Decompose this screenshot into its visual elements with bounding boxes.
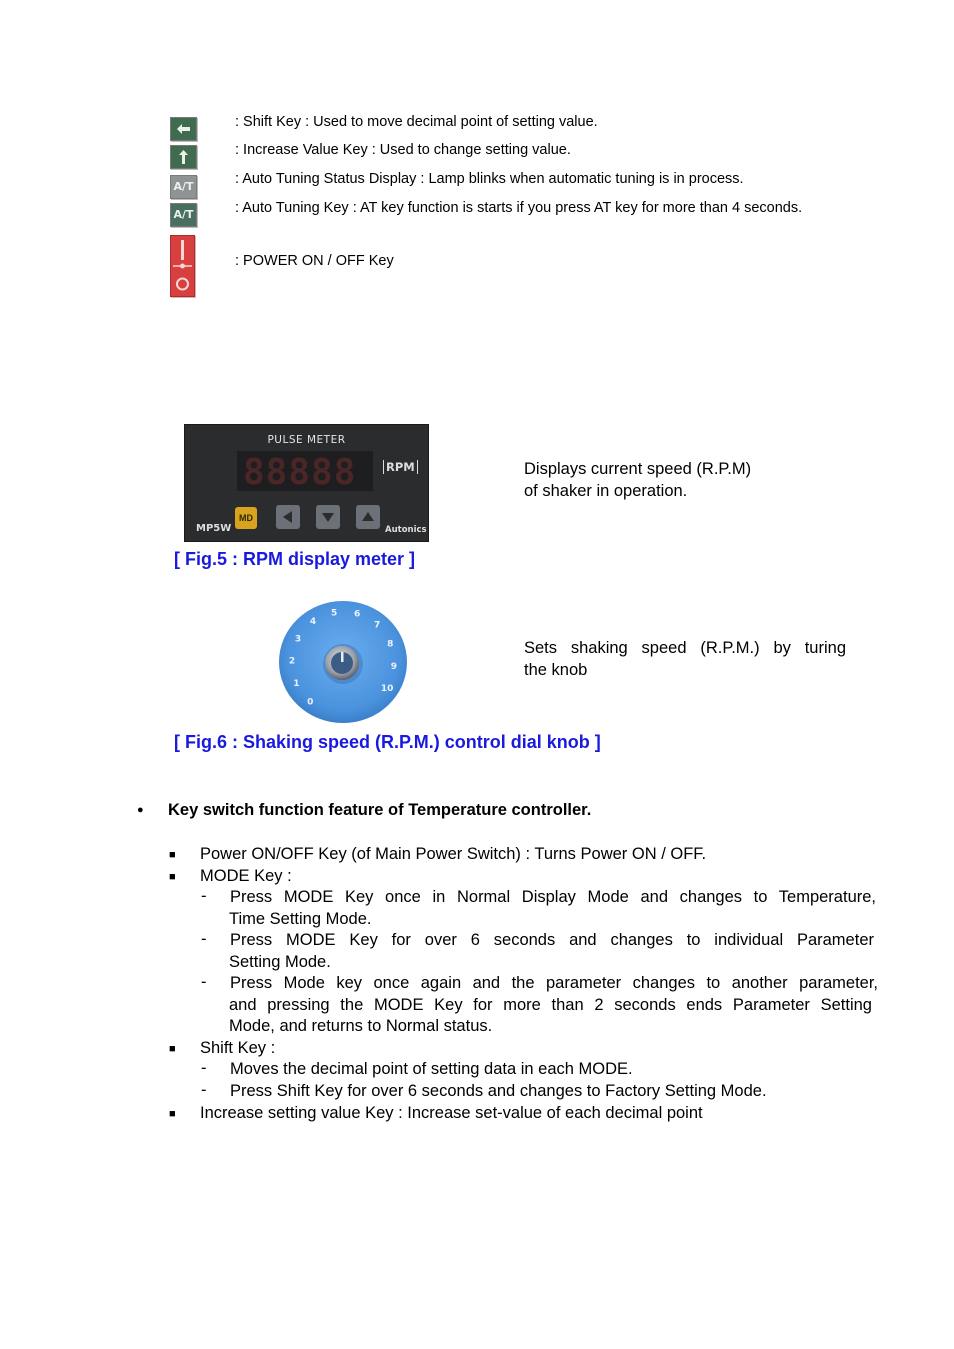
dial-tick-label: 2	[288, 656, 296, 667]
dash-bullet: -	[201, 1059, 207, 1077]
meter-title: PULSE METER	[267, 434, 346, 446]
fig5-caption: [ Fig.5 : RPM display meter ]	[174, 549, 416, 569]
increase-key-description: : Increase Value Key : Used to change setting value.	[235, 142, 571, 158]
triangle-up-icon	[356, 505, 380, 529]
shift-key-description: : Shift Key : Used to move decimal point of setting value.	[235, 114, 598, 130]
mode-item-1-line2: Time Setting Mode.	[229, 910, 372, 928]
shift-key-icon	[170, 117, 197, 141]
section-heading: Key switch function feature of Temperature controller.	[168, 801, 592, 819]
mode-item-3-line2: and pressing the MODE Key for more than 2 seconds ends Parameter Setting	[229, 996, 872, 1014]
dial-tick-label: 8	[387, 639, 394, 650]
speed-dial-knob	[278, 600, 408, 724]
shift-key-item: Shift Key :	[200, 1039, 276, 1057]
meter-up-button	[356, 505, 380, 529]
dial-tick-label: 4	[309, 617, 317, 628]
shift-item-2: Press Shift Key for over 6 seconds and changes to Factory Setting Mode.	[230, 1082, 767, 1100]
shift-item-1: Moves the decimal point of setting data in each MODE.	[230, 1060, 633, 1078]
mode-item-3-line1: Press Mode key once again and the parameter changes to another parameter,	[230, 974, 878, 992]
square-bullet: ■	[169, 1043, 176, 1055]
power-key-item: Power ON/OFF Key (of Main Power Switch) : Turns Power ON / OFF.	[200, 845, 707, 863]
dial-tick-label: 0	[307, 697, 314, 708]
meter-model-label: MP5W	[196, 523, 232, 534]
dash-bullet: -	[201, 973, 207, 991]
triangle-down-icon	[316, 505, 340, 529]
meter-brand-label: Autonics	[385, 525, 427, 535]
increase-key-item: Increase setting value Key : Increase set-value of each decimal point	[200, 1104, 703, 1122]
rpm-display-meter	[184, 424, 429, 542]
square-bullet: ■	[169, 871, 176, 883]
at-status-description: : Auto Tuning Status Display : Lamp blinks when automatic tuning is in process.	[235, 171, 744, 187]
mode-item-1-line1: Press MODE Key once in Normal Display Mode and changes to Temperature,	[230, 888, 876, 906]
at-lamp-icon: A/T	[170, 175, 197, 199]
at-key-icon: A/T	[170, 203, 197, 227]
dash-bullet: -	[201, 1081, 207, 1099]
meter-unit-label: RPM	[383, 460, 418, 474]
dial-tick-label: 9	[390, 662, 398, 673]
dial-tick-label: 3	[294, 634, 302, 645]
meter-down-button	[316, 505, 340, 529]
fig5-description-line2: of shaker in operation.	[524, 482, 688, 500]
meter-left-button	[276, 505, 300, 529]
at-key-description: : Auto Tuning Key : AT key function is starts if you press AT key for more than 4 seconds.	[235, 200, 803, 216]
section-bullet: ●	[137, 804, 144, 816]
fig6-description-line1: Sets shaking speed (R.P.M.) by turing	[524, 639, 846, 657]
square-bullet: ■	[169, 1108, 176, 1120]
mode-key-item: MODE Key :	[200, 867, 292, 885]
square-bullet: ■	[169, 849, 176, 861]
dial-tick-label: 5	[330, 608, 338, 619]
power-key-description: : POWER ON / OFF Key	[235, 253, 394, 269]
mode-item-2-line1: Press MODE Key for over 6 seconds and changes to individual Parameter	[230, 931, 874, 949]
dash-bullet: -	[201, 930, 207, 948]
meter-led-display	[237, 451, 373, 491]
dial-tick-label: 6	[353, 609, 361, 620]
dial-tick-label: 1	[293, 679, 300, 690]
mode-item-2-line2: Setting Mode.	[229, 953, 331, 971]
fig6-caption: [ Fig.6 : Shaking speed (R.P.M.) control dial knob ]	[174, 732, 601, 752]
meter-md-button: MD	[235, 507, 257, 529]
fig5-description-line1: Displays current speed (R.P.M)	[524, 460, 752, 478]
increase-key-icon	[170, 145, 197, 169]
meter-digits: 88888	[243, 452, 357, 493]
dial-tick-label: 7	[373, 620, 381, 631]
triangle-left-icon	[276, 505, 300, 529]
dial-tick-label: 10	[380, 684, 394, 694]
dial-pointer	[341, 652, 344, 662]
power-switch-icon	[170, 235, 195, 297]
dash-bullet: -	[201, 887, 207, 905]
fig6-description-line2: the knob	[524, 661, 588, 679]
mode-item-3-line3: Mode, and returns to Normal status.	[229, 1017, 493, 1035]
